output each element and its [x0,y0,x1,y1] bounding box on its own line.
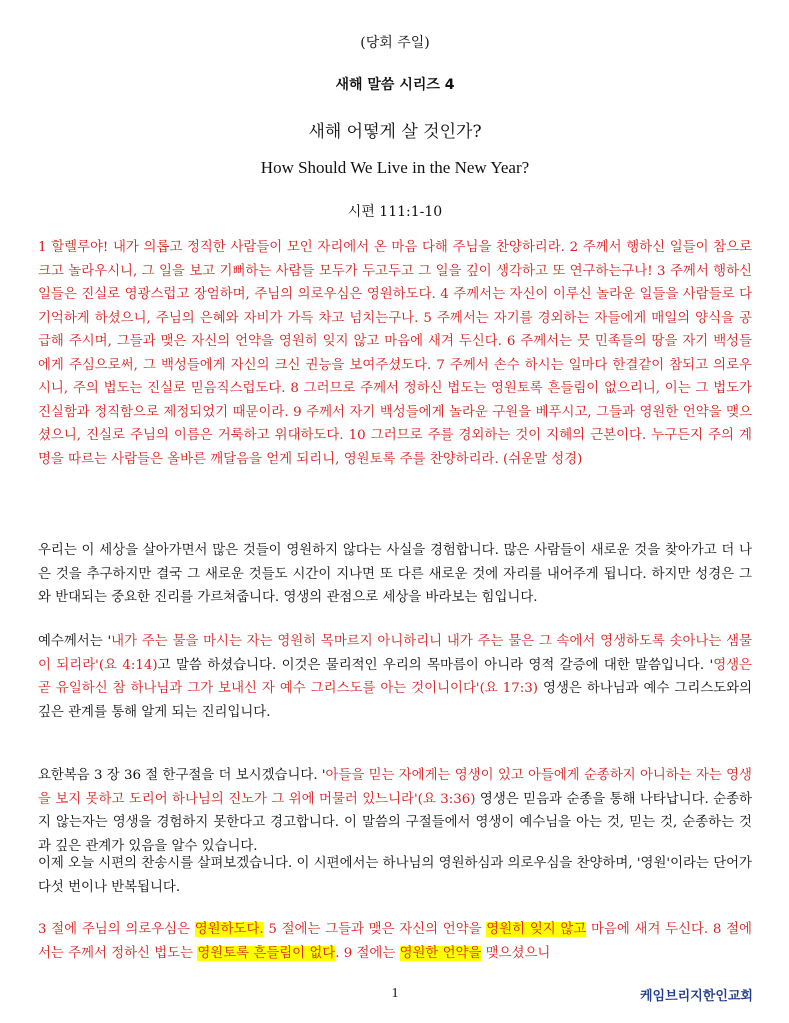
sermon-title-korean: 새해 어떻게 살 것인가? [308,122,482,142]
series-title: 새해 말씀 시리즈 4 [335,77,455,93]
paragraph-2-text-3: 영생은 하나님과 예수 그리스도와의 깊은 관계를 통해 알게 되는 진리입니다. [38,681,752,720]
scripture-passage: 1 할렐루야! 내가 의롭고 정직한 사람들이 모인 자리에서 온 마음 다해 주님을 찬양하리라. 2 주께서 행하신 일들이 참으로 크고 놀라우시니, 그 일을 보고 기뻐하는 사람들 모두가 두고두고 그 일을 깊이 생각하고 또 연구하는구나! 3 주께서 행하신 일들은 진실로 영광스럽고 장엄하며, 주님의 의로우심은 영원하도다. 4 주께서는 자신이 이루신 놀라운 일들을 사람들로 다 기억하게 하셨으니, 주님의 은혜와 자비가 가득 차고 넘치는구나. 5 주께서는 자기를 경외하는 자들에게 매일의 양식을 공급해 주시며, 그들과 맺은 자신의 언약을 영원히 잊지 않고 마음에 새겨 두신다. 6 주께서는 뭇 민족들의 땅을 자기 백성들에게 주심으로써, 그 백성들에게 자신의 크신 권능을 보여주셨도다. 7 주께서 손수 하시는 일마다 한결같이 참되고 의로우시니, 주의 법도는 진실로 믿음직스럽도다. 8 그러므로 주께서 정하신 법도는 영원토록 흔들림이 없으리니, 이는 그 법도가 진실함과 정직함으로 제정되었기 때문이라. 9 주께서 자기 백성들에게 놀라운 구원을 베푸시고, 그들과 영원한 언약을 맺으셨으니, 진실로 주님의 이름은 거룩하고 위대하도다. 10 그러므로 주를 경외하는 것이 지혜의 근본이다. 누구든지 주의 계명을 따르는 사람들은 올바른 깨달음을 얻게 되리니, 영원토록 주를 찬양하리라. (쉬운말 성경) [38,240,752,467]
scripture-reference: 시편 111:1-10 [347,204,443,220]
body-paragraph-1: 우리는 이 세상을 살아가면서 많은 것들이 영원하지 않다는 사실을 경험합니다. 많은 사람들이 새로운 것을 찾아가고 더 나은 것을 추구하지만 결국 그 새로운 것들도 시간이 지나면 또 다른 새로운 것에 자리를 내어주게 됩니다. 하지만 성경은 그와 반대되는 중요한 진리를 가르쳐줍니다. 영생의 관점으로 세상을 바라보는 힘입니다. [38,543,752,605]
paragraph-5-text-2: 5 절에는 그들과 맺은 자신의 언약을 [263,922,487,937]
highlight-3: 영원토록 흔들림이 없다 [197,945,336,961]
paragraph-2-text-1: 예수께서는 ' [38,634,112,649]
body-paragraph-4: 이제 오늘 시편의 찬송시를 살펴보겠습니다. 이 시편에서는 하나님의 영원하심과 의로우심을 찬양하며, '영원'이라는 단어가 다섯 번이나 반복됩니다. [38,856,752,895]
paragraph-5-text-4: . 9 절에는 [335,945,400,961]
paragraph-5-text-5: 맺으셨으니 [481,945,551,961]
paragraph-2-quote-1: 내가 주는 물을 마시는 자는 영원히 목마르지 아니하리니 내가 주는 물은 그 속에서 영생하도록 솟아나는 샘물이 되리라'(요 4:14) [38,634,752,673]
paragraph-2-quote-2: 영생은 곧 유일하신 참 하나님과 그가 보내신 자 예수 그리스도를 아는 것이니이다'(요 17:3) [38,657,752,696]
highlight-4: 영원한 언약을 [399,945,482,961]
highlight-1: 영원하도다. [194,922,264,937]
page-number: 1 [391,986,399,1001]
body-paragraph-5 [38,918,752,965]
body-paragraph-2 [38,630,752,724]
paragraph-3-text-2: 영생은 믿음과 순종을 통해 나타납니다. 순종하지 않는자는 영생을 경험하지 못한다고 경고합니다. 이 말씀의 구절들에서 영생이 예수님을 아는 것, 믿는 것, 순종하는 것과 깊은 관계가 있음을 알수 있습니다. [38,791,752,854]
paragraph-2-text-2: 고 말씀 하셨습니다. 이것은 물리적인 우리의 목마름이 아니라 영적 갈증에 대한 말씀입니다. ' [157,657,714,673]
highlight-2: 영원히 잊지 않고 [486,922,587,937]
sermon-title-english: How Should We Live in the New Year? [260,158,530,177]
body-paragraph-3 [38,764,752,858]
paragraph-3-quote: 아들을 믿는 자에게는 영생이 있고 아들에게 순종하지 아니하는 자는 영생을 보지 못하고 도리어 하나님의 진노가 그 위에 머물러 있느니라'(요 3:36) [38,768,752,807]
paragraph-5-text-1: 3 절에 주님의 의로우심은 [38,922,195,937]
occasion-label: (당회 주일) [360,35,430,51]
paragraph-3-text-1: 요한복음 3 장 36 절 한구절을 더 보시겠습니다. ' [38,768,326,783]
church-name: 케임브리지한인교회 [639,989,753,1004]
paragraph-5-text-3: 마음에 새겨 두신다. 8 절에서는 주께서 정하신 법도는 [38,922,752,961]
